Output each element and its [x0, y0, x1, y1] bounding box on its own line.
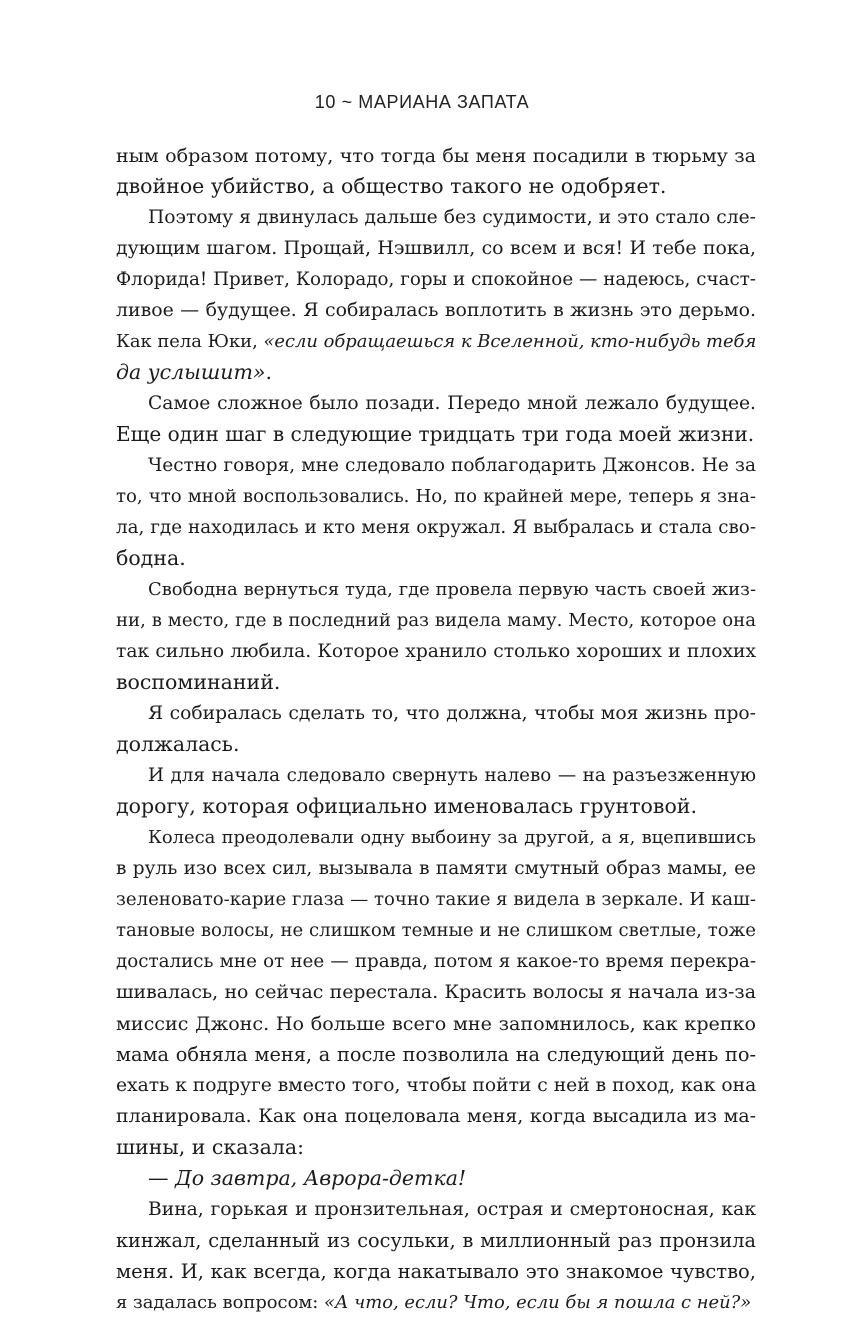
paragraph	[116, 574, 756, 698]
line-italic-text: «А что, если? Что, если бы я пошла с ней?»	[323, 1292, 752, 1313]
text-line	[116, 698, 756, 729]
text-line	[116, 171, 756, 202]
line-text: Свободна вернуться туда, где провела первую часть своей жиз-	[148, 579, 756, 600]
text-line	[116, 636, 756, 667]
author-name: МАРИАНА ЗАПАТА	[358, 92, 530, 112]
text-line	[116, 295, 756, 326]
text-line	[116, 1101, 756, 1132]
line-text: достались мне от нее — правда, потом я какое-то время перекра-	[116, 951, 756, 972]
line-text: —	[148, 1166, 176, 1190]
line-text: планировала. Как она поцеловала меня, когда высадила из ма-	[116, 1105, 756, 1127]
body-text	[116, 140, 756, 1318]
line-text: зеленовато-карие глаза — точно такие я видела в зеркале. И каш-	[116, 889, 756, 910]
text-line	[116, 1256, 756, 1287]
text-line	[116, 605, 756, 636]
line-italic-text: До завтра, Аврора-детка!	[175, 1166, 467, 1190]
text-line	[116, 1287, 756, 1318]
line-text: воспоминаний.	[116, 670, 281, 694]
line-text: ла, где находилась и кто меня окружал. Я выбралась и стала сво-	[116, 517, 756, 538]
line-text: Как пела Юки,	[116, 331, 264, 352]
text-line	[116, 202, 756, 233]
line-text: я задалась вопросом:	[116, 1292, 324, 1313]
text-line	[116, 419, 756, 450]
text-line	[116, 264, 756, 295]
text-line	[116, 1163, 756, 1194]
paragraph	[116, 1163, 756, 1194]
text-line	[116, 357, 756, 388]
line-text: дорогу, которая официально именовалась грунтовой.	[116, 794, 697, 818]
line-text: Я собиралась сделать то, что должна, чтобы моя жизнь про-	[148, 703, 756, 724]
paragraph	[116, 140, 756, 202]
text-line	[116, 450, 756, 481]
line-text: тановые волосы, не слишком темные и не слишком светлые, тоже	[116, 920, 756, 941]
line-text: мама обняла меня, а после позволила на следующий день по-	[116, 1043, 756, 1066]
text-line	[116, 760, 756, 791]
line-text: Самое сложное было позади. Передо мной лежало будущее.	[148, 393, 756, 414]
text-line	[116, 140, 756, 171]
line-text: дующим шагом. Прощай, Нэшвилл, со всем и вся! И тебе пока,	[116, 237, 756, 259]
text-line	[116, 1225, 756, 1256]
line-text: И для начала следовало свернуть налево — на разъезженную	[148, 765, 756, 786]
line-text: Еще один шаг в следующие тридцать три года моей жизни.	[116, 422, 755, 446]
text-line	[116, 481, 756, 512]
paragraph	[116, 822, 756, 1163]
text-line	[116, 791, 756, 822]
line-text: Флорида! Привет, Колорадо, горы и спокойное — надеюсь, счаст-	[116, 269, 756, 290]
line-text: кинжал, сделанный из сосульки, в миллионный раз пронзила	[116, 1229, 756, 1252]
line-text: меня. И, как всегда, когда накатывало это знакомое чувство,	[116, 1260, 756, 1283]
line-text: Честно говоря, мне следовало поблагодарить Джонсов. Не за	[148, 455, 756, 476]
line-text: ехать к подруге вместо того, чтобы пойти с ней в поход, как она	[116, 1075, 756, 1096]
running-head	[0, 92, 844, 113]
line-text: так сильно любила. Которое хранило столько хороших и плохих	[116, 641, 756, 662]
text-line	[116, 977, 756, 1008]
text-line	[116, 915, 756, 946]
text-line	[116, 1194, 756, 1225]
line-text: в руль изо всех сил, вызывала в памяти смутный образ мамы, ее	[116, 858, 756, 879]
line-text: .	[265, 360, 272, 384]
text-line	[116, 1039, 756, 1070]
text-line	[116, 574, 756, 605]
page-number: 10	[314, 92, 336, 112]
text-line	[116, 822, 756, 853]
paragraph	[116, 450, 756, 574]
paragraph	[116, 202, 756, 388]
text-line	[116, 512, 756, 543]
line-text: ным образом потому, что тогда бы меня посадили в тюрьму за	[116, 144, 756, 167]
line-text: Колеса преодолевали одну выбоину за другой, а я, вцепившись	[148, 827, 756, 848]
line-text: шивалась, но сейчас перестала. Красить волосы я начала из-за	[116, 981, 756, 1003]
header-separator: ~	[341, 92, 353, 112]
text-line	[116, 884, 756, 915]
line-text: ни, в место, где в последний раз видела маму. Место, которое она	[116, 610, 756, 631]
paragraph	[116, 698, 756, 760]
line-text: Поэтому я двинулась дальше без судимости, и это стало сле-	[148, 207, 756, 228]
line-text: двойное убийство, а общество такого не одобряет.	[116, 174, 667, 198]
line-text: Вина, горькая и пронзительная, острая и смертоносная, как	[148, 1199, 756, 1220]
paragraph	[116, 1194, 756, 1318]
text-line	[116, 667, 756, 698]
line-text: то, что мной воспользовались. Но, по крайней мере, теперь я зна-	[116, 486, 756, 507]
line-text: ливое — будущее. Я собиралась воплотить в жизнь это дерьмо.	[116, 299, 756, 321]
line-text: должалась.	[116, 732, 240, 756]
text-line	[116, 729, 756, 760]
text-line	[116, 1070, 756, 1101]
text-line	[116, 946, 756, 977]
text-line	[116, 1132, 756, 1163]
line-text: миссис Джонс. Но больше всего мне запомнилось, как крепко	[116, 1012, 756, 1035]
text-line	[116, 543, 756, 574]
line-text: бодна.	[116, 546, 186, 570]
line-text: шины, и сказала:	[116, 1135, 304, 1159]
text-line	[116, 853, 756, 884]
text-line	[116, 388, 756, 419]
paragraph	[116, 760, 756, 822]
text-line	[116, 1008, 756, 1039]
line-italic-text: «если обращаешься к Вселенной, кто-нибудь тебя	[263, 331, 756, 352]
line-italic-text: да услышит»	[116, 360, 266, 384]
text-line	[116, 233, 756, 264]
paragraph	[116, 388, 756, 450]
text-line	[116, 326, 756, 357]
